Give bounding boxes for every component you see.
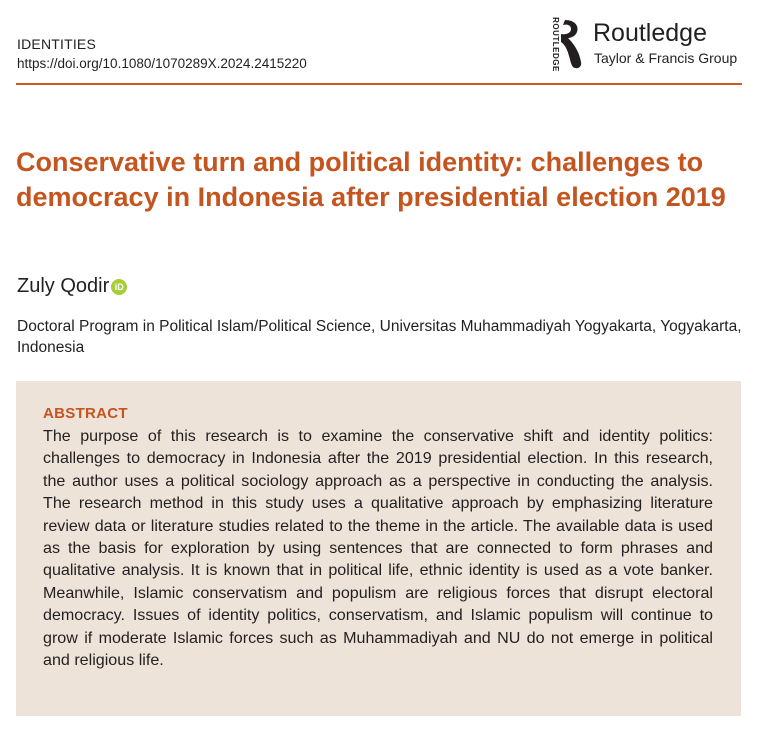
author-name[interactable]: Zuly Qodir <box>17 275 110 297</box>
author-affiliation: Doctoral Program in Political Islam/Political Science, Universitas Muhammadiyah Yogyakarta, Yogyakarta, Indonesia <box>17 318 742 356</box>
author-line <box>17 274 127 298</box>
orcid-icon[interactable]: iD <box>111 279 127 295</box>
publisher-name: Routledge <box>593 19 707 47</box>
routledge-logo-icon <box>559 18 583 70</box>
abstract-section <box>16 381 741 716</box>
abstract-heading: ABSTRACT <box>43 405 128 422</box>
publisher-group: Taylor & Francis Group <box>594 50 738 66</box>
header-divider <box>16 83 742 85</box>
journal-name: IDENTITIES <box>17 36 97 52</box>
abstract-body: The purpose of this research is to examine the conservative shift and identity politics: challenges to democracy in Indonesia after the 2019 presidential election. In this research, the author uses a political sociology approach as a perspective in conducting the analysis. The research method in this study uses a qualitative approach by emphasizing literature review data or literature studies related to the theme in the article. The available data is used as the basis for exploration by using sentences that are connected to form phrases and qualitative analysis. It is known that in political life, ethnic identity is used as a vote banker. Meanwhile, Islamic conservatism and populism are religious forces that disrupt electoral democracy. Issues of identity politics, conservatism, and Islamic populism will continue to grow if moderate Islamic forces such as Muhammadiyah and NU do not emerge in political and religious life. <box>43 427 713 670</box>
journal-header <box>17 35 307 73</box>
publisher-logo <box>546 14 746 70</box>
article-title: Conservative turn and political identity: challenges to democracy in Indonesia after presidential election 2019 <box>16 147 726 212</box>
publisher-vertical-mark: ROUTLEDGE <box>550 17 560 72</box>
doi-link[interactable]: https://doi.org/10.1080/1070289X.2024.2415220 <box>17 56 307 71</box>
